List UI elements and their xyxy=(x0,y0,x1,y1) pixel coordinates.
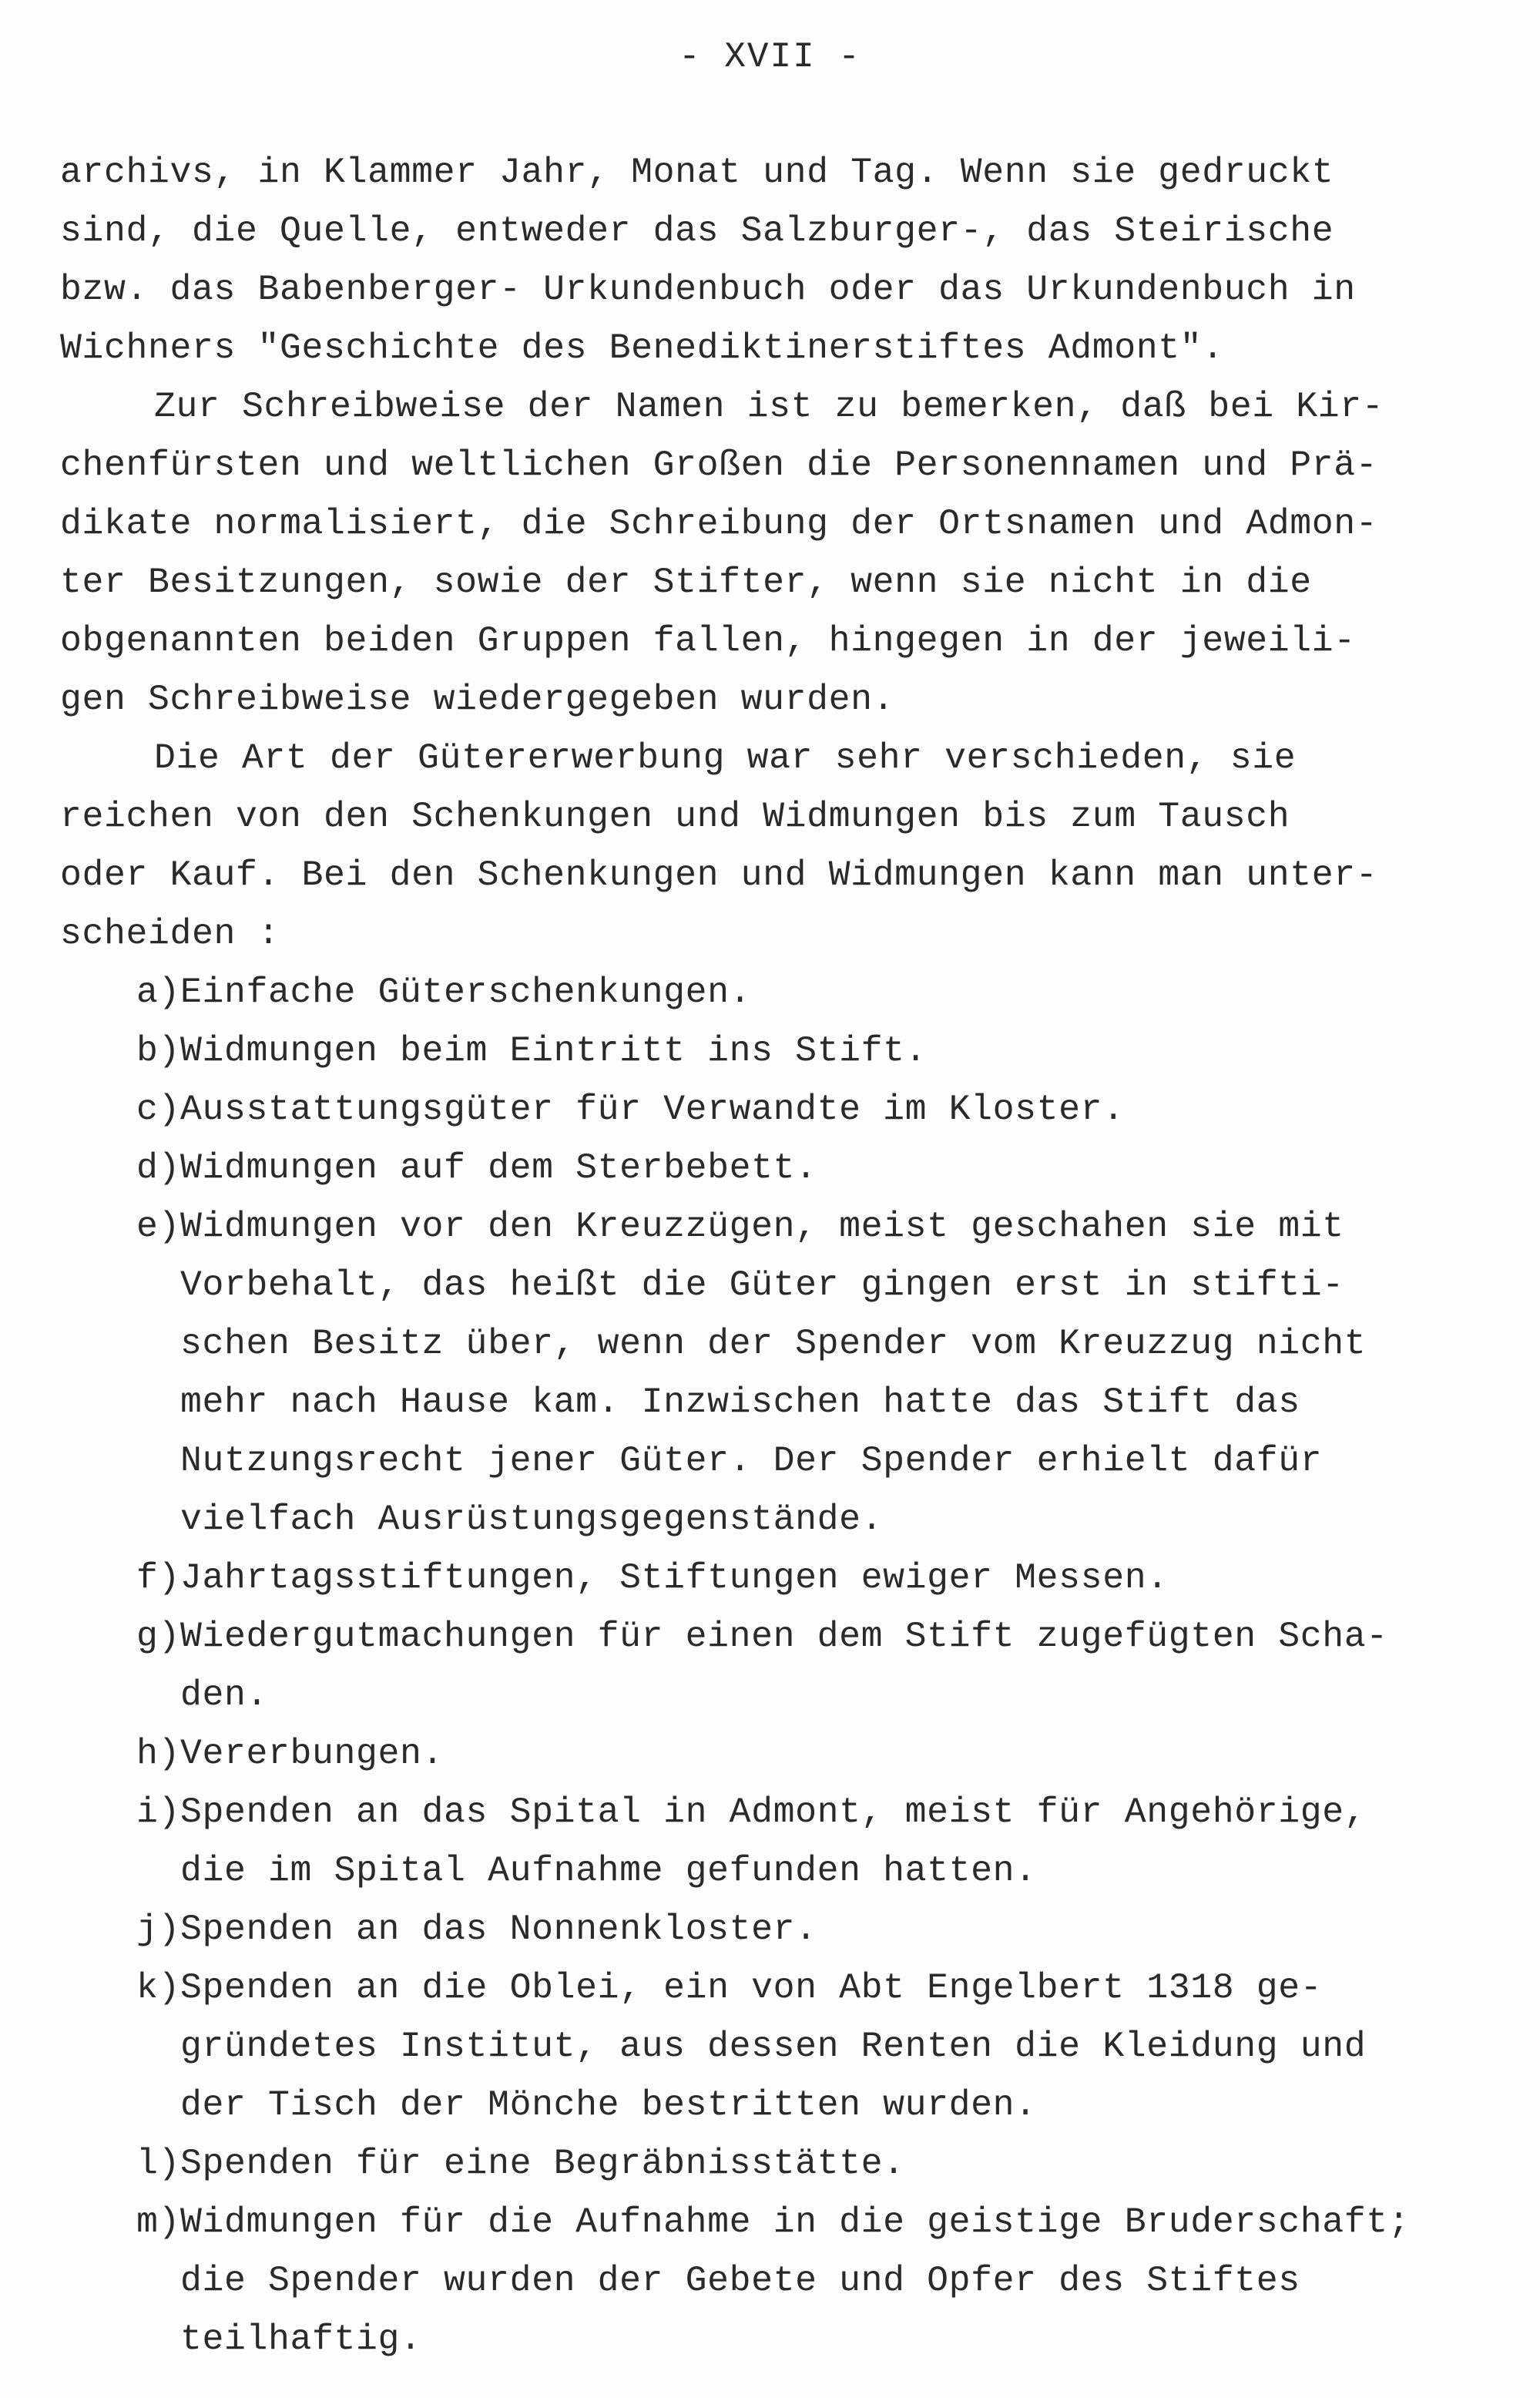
list-item-label: m) xyxy=(136,2202,180,2242)
text-line: ter Besitzungen, sowie der Stifter, wenn sie nicht in die xyxy=(60,562,1312,603)
list-item-text: mehr nach Hause kam. Inzwischen hatte das Stift das xyxy=(180,1382,1300,1422)
list-item-text: Spenden an die Oblei, ein von Abt Engelbert 1318 ge- xyxy=(180,1967,1323,2008)
page-number: - XVII - xyxy=(679,37,861,77)
list-item-text: Widmungen für die Aufnahme in die geistige Bruderschaft; xyxy=(180,2202,1411,2242)
list-item-text: den. xyxy=(180,1674,269,1715)
list-item-text: Vererbungen. xyxy=(180,1733,445,1774)
text-line: Die Art der Gütererwerbung war sehr verschieden, sie xyxy=(154,737,1297,778)
text-line: oder Kauf. Bei den Schenkungen und Widmungen kann man unter- xyxy=(60,855,1378,895)
paragraph-3 xyxy=(60,729,1493,963)
list-item-label: f) xyxy=(136,1557,180,1598)
list-item-label: j) xyxy=(136,1909,180,1950)
list-item-text: teilhaftig. xyxy=(180,2319,422,2359)
list-item-text: vielfach Ausrüstungsgegenstände. xyxy=(180,1499,884,1540)
list-item-text: Jahrtagsstiftungen, Stiftungen ewiger Messen. xyxy=(180,1557,1169,1598)
list-item-text: der Tisch der Mönche bestritten wurden. xyxy=(180,2084,1037,2125)
list-item-text: Spenden für eine Begräbnisstätte. xyxy=(180,2143,905,2184)
list-item xyxy=(60,1022,1493,1080)
list-item-text: schen Besitz über, wenn der Spender vom Kreuzzug nicht xyxy=(180,1323,1367,1364)
donation-types-list xyxy=(60,963,1493,2369)
list-item-label: e) xyxy=(136,1206,180,1247)
text-line: Zur Schreibweise der Namen ist zu bemerken, daß bei Kir- xyxy=(154,386,1384,427)
list-item xyxy=(60,1607,1493,1725)
text-line: dikate normalisiert, die Schreibung der Ortsnamen und Admon- xyxy=(60,503,1378,544)
list-item xyxy=(60,2134,1493,2193)
list-item-text: die im Spital Aufnahme gefunden hatten. xyxy=(180,1850,1037,1891)
list-item xyxy=(60,1783,1493,1900)
list-item xyxy=(60,1725,1493,1783)
list-item-label: b) xyxy=(136,1030,180,1071)
list-item-text: Vorbehalt, das heißt die Güter gingen erst in stifti- xyxy=(180,1264,1344,1305)
list-item-label: d) xyxy=(136,1147,180,1188)
list-item-label: h) xyxy=(136,1733,180,1774)
text-line: chenfürsten und weltlichen Großen die Personennamen und Prä- xyxy=(60,445,1378,485)
text-line: Wichners "Geschichte des Benediktinerstiftes Admont". xyxy=(60,327,1224,368)
list-item-label: k) xyxy=(136,1967,180,2008)
list-item-text: Ausstattungsgüter für Verwandte im Kloster. xyxy=(180,1089,1125,1130)
list-item-text: Widmungen beim Eintritt ins Stift. xyxy=(180,1030,928,1071)
text-line: sind, die Quelle, entweder das Salzburger-, das Steirische xyxy=(60,210,1334,251)
paragraph-2 xyxy=(60,378,1493,729)
list-item xyxy=(60,1139,1493,1197)
list-item xyxy=(60,1080,1493,1139)
list-item-text: Nutzungsrecht jener Güter. Der Spender erhielt dafür xyxy=(180,1440,1323,1481)
list-item-text: Spenden an das Spital in Admont, meist für Angehörige, xyxy=(180,1792,1367,1832)
text-line: archivs, in Klammer Jahr, Monat und Tag. Wenn sie gedruckt xyxy=(60,152,1334,193)
paragraph-1 xyxy=(60,143,1493,378)
list-item-label: c) xyxy=(136,1089,180,1130)
list-item-label: a) xyxy=(136,972,180,1013)
list-item-text: Widmungen vor den Kreuzzügen, meist geschahen sie mit xyxy=(180,1206,1344,1247)
text-line: gen Schreibweise wiedergegeben wurden. xyxy=(60,679,895,720)
text-line: scheiden : xyxy=(60,913,280,954)
list-item xyxy=(60,1900,1493,1959)
list-item xyxy=(60,1959,1493,2134)
body-text xyxy=(60,143,1493,2369)
list-item-label: i) xyxy=(136,1792,180,1832)
list-item-text: Widmungen auf dem Sterbebett. xyxy=(180,1147,817,1188)
text-line: obgenannten beiden Gruppen fallen, hingegen in der jeweili- xyxy=(60,620,1356,661)
list-item-label: l) xyxy=(136,2143,180,2184)
list-item-text: Wiedergutmachungen für einen dem Stift zugefügten Scha- xyxy=(180,1616,1388,1657)
text-line: reichen von den Schenkungen und Widmungen bis zum Tausch xyxy=(60,796,1290,837)
list-item xyxy=(60,1549,1493,1607)
list-item-text: Spenden an das Nonnenkloster. xyxy=(180,1909,817,1950)
list-item-text: gründetes Institut, aus dessen Renten die Kleidung und xyxy=(180,2026,1367,2067)
list-item-text: Einfache Güterschenkungen. xyxy=(180,972,752,1013)
list-item-label: g) xyxy=(136,1616,180,1657)
list-item xyxy=(60,963,1493,1022)
list-item-text: die Spender wurden der Gebete und Opfer des Stiftes xyxy=(180,2260,1300,2301)
text-line: bzw. das Babenberger- Urkundenbuch oder das Urkundenbuch in xyxy=(60,269,1356,310)
list-item xyxy=(60,1197,1493,1549)
list-item xyxy=(60,2193,1493,2369)
